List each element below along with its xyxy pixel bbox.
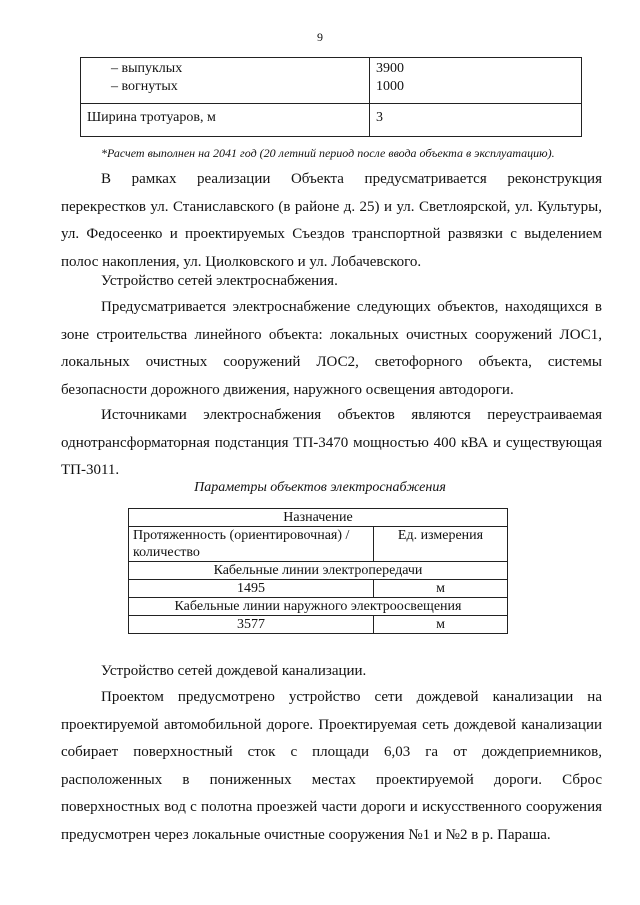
table-cell-values: [370, 58, 582, 104]
table-cell-labels: [81, 58, 370, 104]
page-number: 9: [317, 30, 323, 44]
table-row: [81, 104, 582, 137]
header-length: Протяженность (ориентировочная) / количество: [129, 527, 374, 562]
unit-cable-lines: м: [374, 580, 508, 598]
label-sidewalk-width: Ширина тротуаров, м: [81, 104, 370, 137]
footnote: *Расчет выполнен на 2041 год (20 летний период после ввода объекта в эксплуатацию).: [101, 146, 555, 160]
label-convex: – выпуклых: [87, 60, 363, 78]
paragraph-heading-drainage: Устройство сетей дождевой канализации.: [101, 663, 367, 679]
paragraph-power-objects: Предусматривается электроснабжение следующих объектов, находящихся в зоне строительства линейного объекта: локальных очистных сооружений ЛОС1, локальных очистных сооружений ЛОС2, светофорного объекта, системы безопасности дорожного движения, наружного освещения автодороги.: [61, 299, 602, 398]
paragraph-drainage: Проектом предусмотрено устройство сети дождевой канализации на проектируемой автомобильной дороге. Проектируемая сеть дождевой канализации собирает поверхностный сток с площади 6,03 га от дождеприемников, расположенных в пониженных местах проектируемой дороги. Сброс поверхностных вод с полотна проезжей части дороги и искусственного сооружения предусмотрен через локальные очистные сооружения №1 и №2 в р. Параша.: [61, 689, 602, 843]
table-row: [129, 580, 508, 598]
value-cable-lines: 1495: [129, 580, 374, 598]
value-convex: 3900: [376, 61, 404, 76]
power-parameters-table: [128, 508, 508, 634]
value-lighting-lines: 3577: [129, 616, 374, 634]
label-concave: – вогнутых: [87, 78, 363, 96]
value-sidewalk-width: 3: [370, 104, 582, 137]
table-row: [129, 509, 508, 527]
table-row: [129, 616, 508, 634]
table-caption: Параметры объектов электроснабжения: [194, 480, 446, 495]
table-row: [129, 598, 508, 616]
table-row: [81, 58, 582, 104]
table-row: [129, 562, 508, 580]
road-parameters-table-continuation: [80, 57, 582, 137]
paragraph-reconstruction: В рамках реализации Объекта предусматривается реконструкция перекрестков ул. Станиславского (в районе д. 25) и ул. Светлоярской, ул. Культуры, ул. Федосеенко и проектируемых Съездов транспортной развязки с выделением полос накопления, ул. Циолковского и ул. Лобачевского.: [61, 171, 602, 270]
table-row: [129, 527, 508, 562]
section-title-lighting-lines: Кабельные линии наружного электроосвещения: [129, 598, 508, 616]
header-unit: Ед. измерения: [374, 527, 508, 562]
header-purpose: Назначение: [129, 509, 508, 527]
unit-lighting-lines: м: [374, 616, 508, 634]
section-title-cable-lines: Кабельные линии электропередачи: [129, 562, 508, 580]
value-concave: 1000: [376, 79, 404, 94]
paragraph-power-sources: Источниками электроснабжения объектов являются переустраиваемая однотрансформаторная подстанция ТП-3470 мощностью 400 кВА и существующая ТП-3011.: [61, 407, 602, 478]
paragraph-heading-power: Устройство сетей электроснабжения.: [101, 273, 338, 289]
